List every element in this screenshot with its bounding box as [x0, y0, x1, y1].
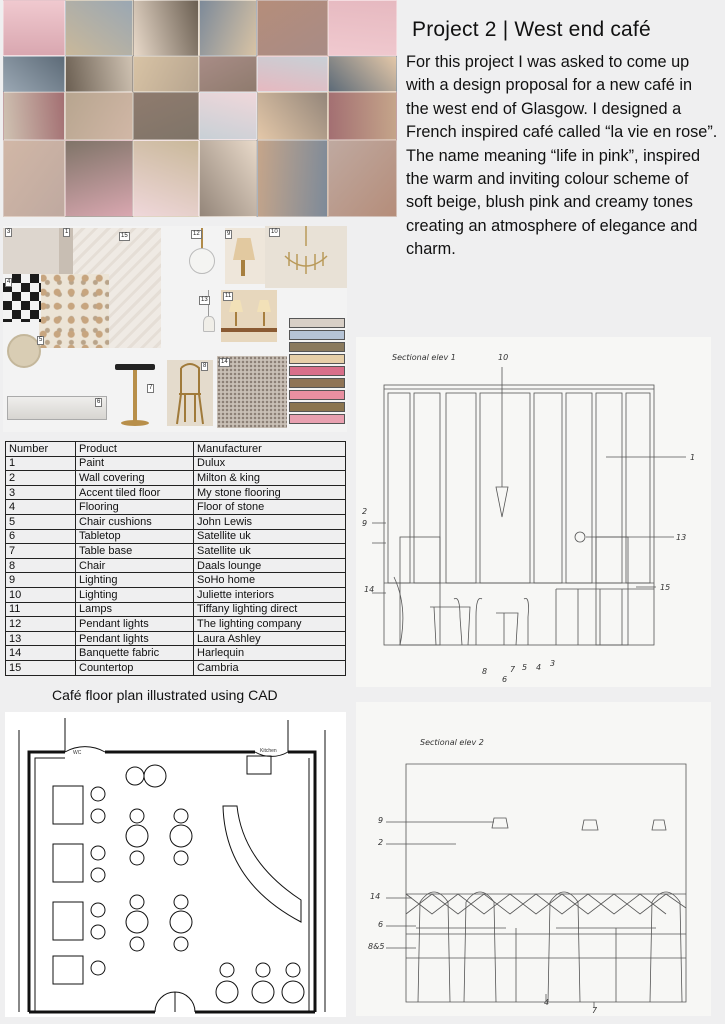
cell-product: Accent tiled floor: [76, 485, 194, 500]
cell-manufacturer: Floor of stone: [194, 500, 346, 515]
colour-swatch: [289, 378, 345, 388]
callout: 15: [660, 583, 671, 592]
callout: 1: [690, 453, 696, 462]
colour-swatch: [289, 342, 345, 352]
cell-number: 12: [6, 617, 76, 632]
colour-swatch: [289, 402, 345, 412]
sample-table-base: [115, 364, 155, 428]
cell-manufacturer: Satellite uk: [194, 529, 346, 544]
sample-tag: 6: [97, 399, 101, 405]
colour-swatch: [289, 318, 345, 328]
callout: 2: [378, 838, 384, 847]
sample-tag: 11: [225, 293, 232, 299]
cell-product: Lighting: [76, 573, 194, 588]
table-row: [6, 471, 346, 486]
sample-floral-wallcovering: [39, 274, 109, 348]
table-row: [6, 529, 346, 544]
sectional-elevation-2: [356, 702, 711, 1016]
cell-number: 1: [6, 456, 76, 471]
mood-photo-tile: [65, 92, 133, 140]
cell-product: Paint: [76, 456, 194, 471]
cell-manufacturer: Juliette interiors: [194, 587, 346, 602]
elevation-1-drawing: [356, 337, 711, 687]
colour-swatch: [289, 390, 345, 400]
table-row: [6, 587, 346, 602]
mood-photo-tile: [328, 140, 397, 217]
cell-number: 11: [6, 602, 76, 617]
table-row: [6, 514, 346, 529]
cell-product: Pendant lights: [76, 617, 194, 632]
table-row: [6, 558, 346, 573]
callout: 3: [550, 659, 556, 668]
cell-manufacturer: John Lewis: [194, 514, 346, 529]
cell-number: 8: [6, 558, 76, 573]
cell-number: 4: [6, 500, 76, 515]
sectional-elevation-1: [356, 337, 711, 687]
floor-plan-drawing: [5, 712, 346, 1017]
mood-photo-tile: [328, 56, 397, 92]
cell-product: Lamps: [76, 602, 194, 617]
mood-photo-tile: [133, 140, 199, 217]
cell-number: 7: [6, 544, 76, 559]
callout: 8: [482, 667, 488, 676]
project-description: For this project I was asked to come up with a design proposal for a new café in the west end of Glasgow. I designed a French inspired café called “la vie en rose”. The name meaning “life in pink”, inspired the warm and inviting colour scheme of soft beige, blush pink and creamy tones creating an atmosphere of elegance and charm.: [406, 53, 718, 259]
mood-photo-tile: [257, 56, 328, 92]
colour-swatch-stack: [289, 318, 345, 426]
mood-photo-tile: [199, 140, 257, 217]
cell-manufacturer: Harlequin: [194, 646, 346, 661]
table-row: [6, 573, 346, 588]
cell-number: 2: [6, 471, 76, 486]
table-header-row: [6, 442, 346, 457]
table-row: [6, 617, 346, 632]
mood-photo-tile: [257, 0, 328, 56]
sample-tag: 14: [221, 359, 228, 365]
cell-product: Banquette fabric: [76, 646, 194, 661]
mood-photo-tile: [328, 92, 397, 140]
callout: 14: [370, 892, 381, 901]
cell-product: Table base: [76, 544, 194, 559]
callout: 4: [544, 998, 550, 1007]
cad-floor-plan: [5, 712, 346, 1017]
mood-photo-tile: [3, 140, 65, 217]
sample-tag: 1: [65, 229, 69, 235]
colour-swatch: [289, 330, 345, 340]
callout: 13: [676, 533, 687, 542]
elevation-2-drawing: [356, 702, 711, 1016]
table-row: [6, 602, 346, 617]
cell-manufacturer: My stone flooring: [194, 485, 346, 500]
callout: 7: [510, 665, 516, 674]
cell-product: Chair: [76, 558, 194, 573]
table-row: [6, 485, 346, 500]
column-header-manufacturer: Manufacturer: [194, 442, 346, 457]
elevation-2-title: Sectional elev 2: [420, 738, 484, 747]
cell-product: Flooring: [76, 500, 194, 515]
cell-manufacturer: Satellite uk: [194, 544, 346, 559]
callout: 10: [498, 353, 509, 362]
cell-number: 3: [6, 485, 76, 500]
cell-product: Tabletop: [76, 529, 194, 544]
mood-photo-tile: [133, 56, 199, 92]
sample-tag: 7: [149, 385, 153, 391]
mood-photo-tile: [199, 92, 257, 140]
cell-manufacturer: Laura Ashley: [194, 631, 346, 646]
cell-manufacturer: SoHo home: [194, 573, 346, 588]
mood-photo-tile: [65, 140, 133, 217]
product-table: [5, 441, 346, 676]
cell-manufacturer: Milton & king: [194, 471, 346, 486]
table-row: [6, 631, 346, 646]
cell-product: Countertop: [76, 660, 194, 675]
floor-plan-caption: Café floor plan illustrated using CAD: [52, 687, 278, 703]
cell-manufacturer: Daals lounge: [194, 558, 346, 573]
mood-photo-tile: [199, 56, 257, 92]
wc-label: WC: [73, 750, 82, 756]
mood-photo-tile: [65, 0, 133, 56]
colour-swatch: [289, 366, 345, 376]
column-header-number: Number: [6, 442, 76, 457]
table-row: [6, 646, 346, 661]
callout: 4: [536, 663, 542, 672]
sample-tag: 4: [7, 279, 11, 285]
callout: 14: [364, 585, 375, 594]
mood-board-collage: [3, 0, 397, 217]
cell-manufacturer: Cambria: [194, 660, 346, 675]
mood-photo-tile: [257, 140, 328, 217]
sample-tag: 13: [201, 297, 208, 303]
mood-photo-tile: [3, 92, 65, 140]
cell-manufacturer: Tiffany lighting direct: [194, 602, 346, 617]
cell-number: 5: [6, 514, 76, 529]
cell-number: 15: [6, 660, 76, 675]
mood-photo-tile: [3, 56, 65, 92]
elevation-1-title: Sectional elev 1: [392, 353, 456, 362]
callout: 6: [502, 675, 508, 684]
table-row: [6, 544, 346, 559]
mood-photo-tile: [199, 0, 257, 56]
mood-photo-tile: [133, 92, 199, 140]
callout: 9: [362, 519, 368, 528]
colour-swatch: [289, 414, 345, 424]
kitchen-label: Kitchen: [260, 748, 277, 754]
callout: 5: [522, 663, 528, 672]
callout: 6: [378, 920, 384, 929]
mood-photo-tile: [133, 0, 199, 56]
mood-photo-tile: [257, 92, 328, 140]
sample-tag: 12: [193, 231, 200, 237]
cell-manufacturer: The lighting company: [194, 617, 346, 632]
cell-product: Wall covering: [76, 471, 194, 486]
callout: 8&5: [368, 942, 385, 951]
sample-tag: 9: [227, 231, 231, 237]
table-row: [6, 500, 346, 515]
mood-photo-tile: [65, 56, 133, 92]
cell-number: 6: [6, 529, 76, 544]
material-sample-board: [3, 226, 347, 432]
colour-swatch: [289, 354, 345, 364]
sample-tag: 15: [121, 233, 128, 239]
sample-tag: 3: [7, 229, 11, 235]
cell-product: Lighting: [76, 587, 194, 602]
page-title: Project 2 | West end café: [412, 18, 651, 41]
sample-tag: 10: [271, 229, 278, 235]
table-row: [6, 660, 346, 675]
callout: 9: [378, 816, 384, 825]
sample-tabletop: [7, 396, 107, 420]
cell-number: 9: [6, 573, 76, 588]
table-row: [6, 456, 346, 471]
cell-product: Chair cushions: [76, 514, 194, 529]
sample-tag: 5: [39, 337, 43, 343]
sample-chair-cushion: [7, 334, 41, 368]
cell-product: Pendant lights: [76, 631, 194, 646]
cell-number: 13: [6, 631, 76, 646]
cell-number: 14: [6, 646, 76, 661]
mood-photo-tile: [3, 0, 65, 56]
callout: 2: [362, 507, 368, 516]
cell-manufacturer: Dulux: [194, 456, 346, 471]
cell-number: 10: [6, 587, 76, 602]
callout: 7: [592, 1006, 598, 1015]
column-header-product: Product: [76, 442, 194, 457]
sample-tag: 8: [203, 363, 207, 369]
mood-photo-tile: [328, 0, 397, 56]
